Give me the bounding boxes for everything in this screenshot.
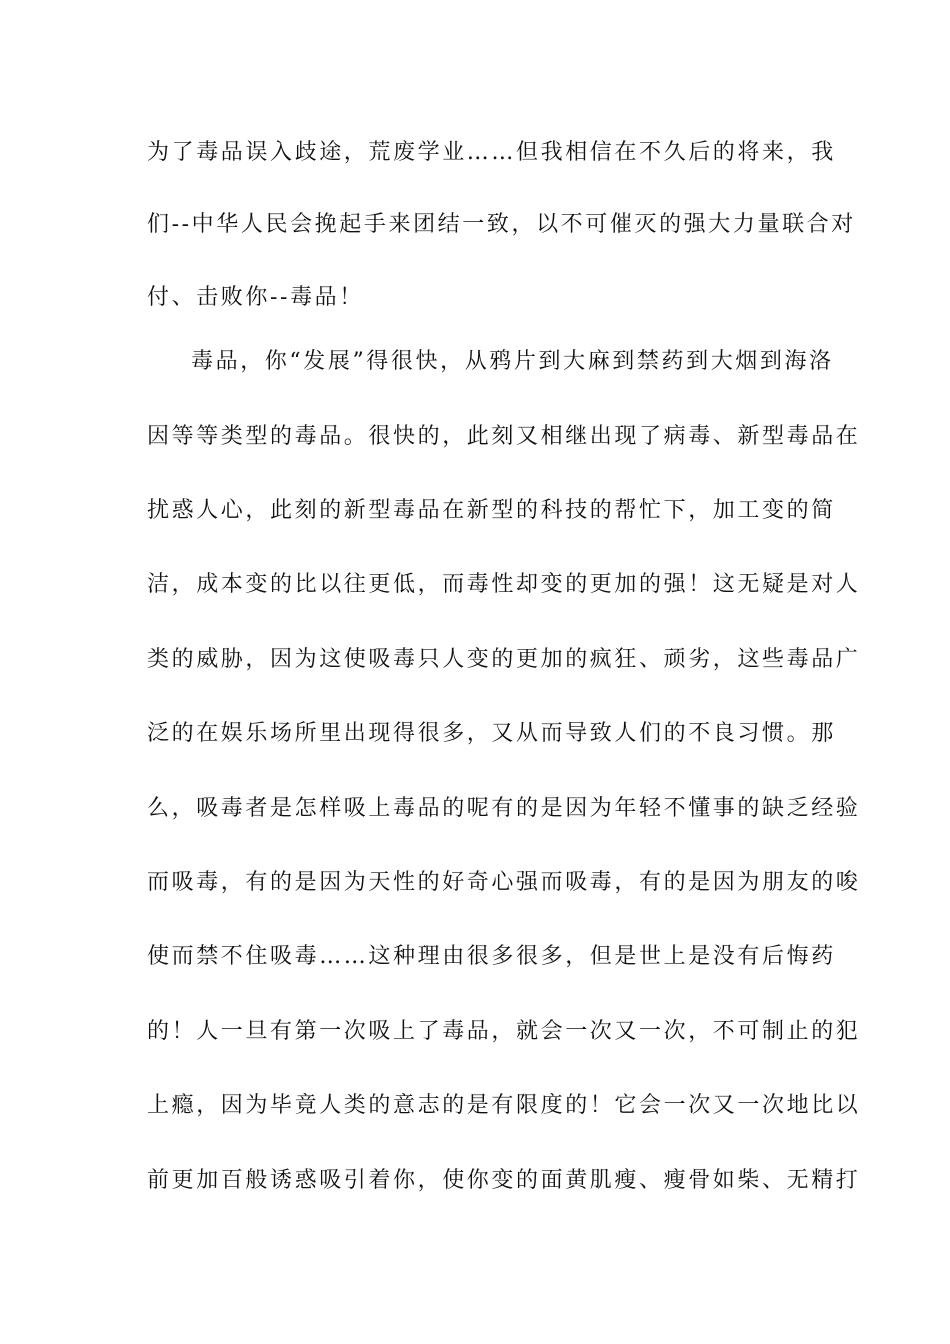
text-line-8: 类的威胁，因为这使吸毒只人变的更加的疯狂、顽劣，这些毒品广 <box>147 647 861 672</box>
text-line-14: 上瘾，因为毕竟人类的意志的是有限度的！它会一次又一次地比以 <box>147 1093 861 1118</box>
text-line-5: 因等等类型的毒品。很快的，此刻又相继出现了病毒、新型毒品在 <box>147 424 861 449</box>
text-line-10: 么，吸毒者是怎样吸上毒品的呢有的是因为年轻不懂事的缺乏经验 <box>147 796 861 821</box>
text-line-6: 扰惑人心，此刻的新型毒品在新型的科技的帮忙下，加工变的简 <box>147 498 836 523</box>
text-line-9: 泛的在娱乐场所里出现得很多，又从而导致人们的不良习惯。那 <box>147 721 836 746</box>
text-line-1: 为了毒品误入歧途，荒废学业……但我相信在不久后的将来，我 <box>147 140 836 165</box>
text-line-11: 而吸毒，有的是因为天性的好奇心强而吸毒，有的是因为朋友的唆 <box>147 870 861 895</box>
text-line-15: 前更加百般诱惑吸引着你，使你变的面黄肌瘦、瘦骨如柴、无精打 <box>147 1168 861 1193</box>
text-line-2: 们--中华人民会挽起手来团结一致，以不可催灭的强大力量联合对 <box>147 212 856 237</box>
text-line-3: 付、击败你--毒品！ <box>147 285 364 310</box>
text-line-7: 洁，成本变的比以往更低，而毒性却变的更加的强！这无疑是对人 <box>147 572 861 597</box>
text-line-13: 的！人一旦有第一次吸上了毒品，就会一次又一次，不可制止的犯 <box>147 1019 861 1044</box>
text-line-12: 使而禁不住吸毒……这种理由很多很多，但是世上是没有后悔药 <box>147 944 836 969</box>
paragraph-start-line: 毒品，你“发展”得很快，从鸦片到大麻到禁药到大烟到海洛 <box>191 349 834 374</box>
